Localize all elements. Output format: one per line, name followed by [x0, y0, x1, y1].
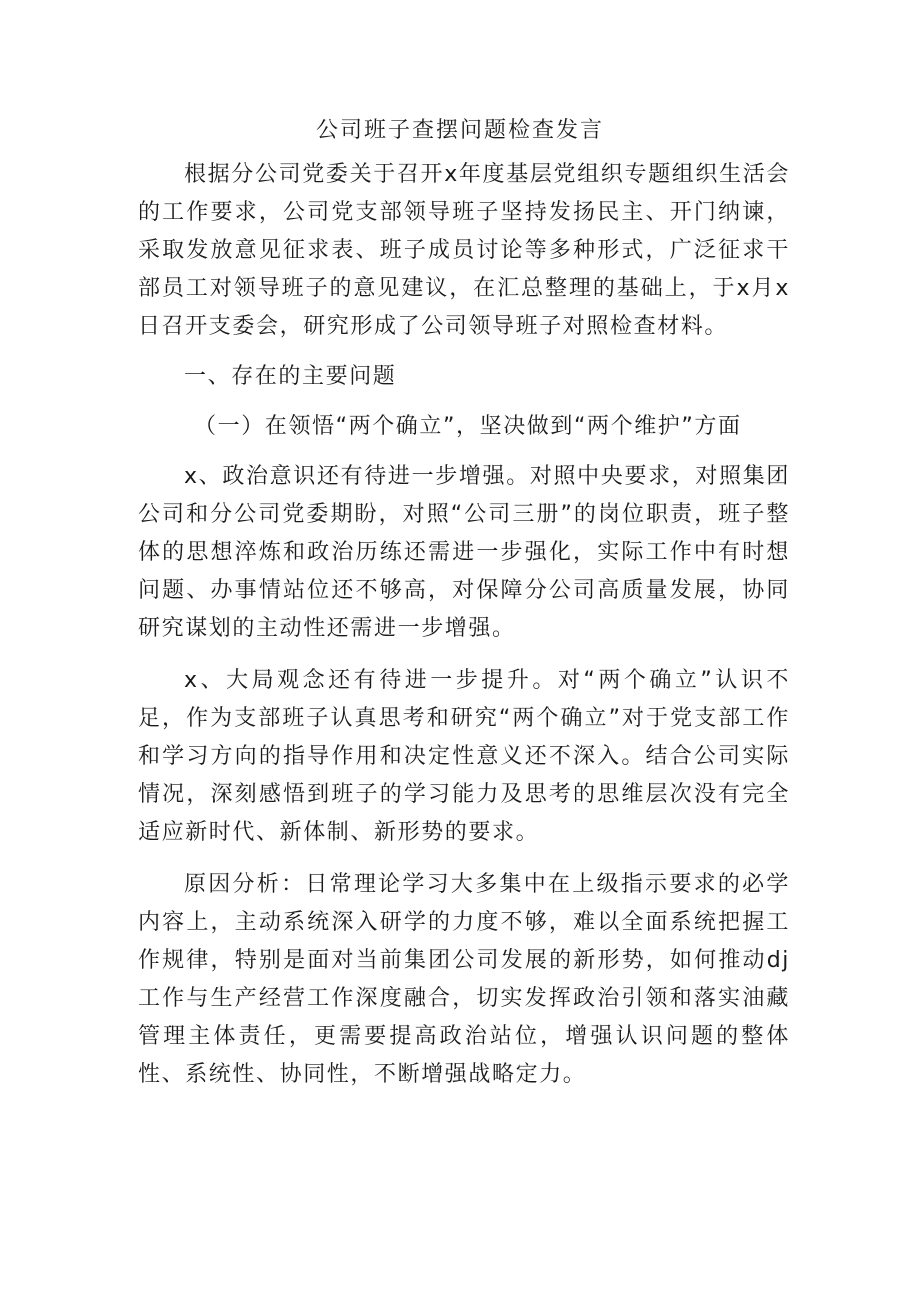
spacer: [138, 346, 790, 358]
intro-paragraph: 根据分公司党委关于召开x年度基层党组织专题组织生活会的工作要求，公司党支部领导班子坚持发扬民主、开门纳谏，采取发放意见征求表、班子成员讨论等多种形式，广泛征求干部员工对领导班子的意见建议，在汇总整理的基础上，于x月x日召开支委会，研究形成了公司领导班子对照检查材料。: [138, 162, 790, 339]
spacer: [138, 648, 790, 662]
section-heading-problems: 一、存在的主要问题: [184, 364, 397, 389]
spacer: [138, 396, 790, 408]
document-body: [138, 156, 790, 1094]
spacer: [138, 852, 790, 866]
document-title: 公司班子查摆问题检查发言: [315, 118, 604, 143]
subsection-heading-1: （一）在领悟“两个确立”，坚决做到“两个维护”方面: [194, 414, 742, 439]
cause-analysis-paragraph: 原因分析：日常理论学习大多集中在上级指示要求的必学内容上，主动系统深入研学的力度不够，难以全面系统把握工作规律，特别是面对当前集团公司发展的新形势，如何推动dj工作与生产经营工作深度融合，切实发挥政治引领和落实油藏管理主体责任，更需要提高政治站位，增强认识问题的整体性、系统性、协同性，不断增强战略定力。: [138, 872, 790, 1087]
point-political-awareness: x、政治意识还有待进一步增强。对照中央要求，对照集团公司和分公司党委期盼，对照“公司三册”的岗位职责，班子整体的思想淬炼和政治历练还需进一步强化，实际工作中有时想问题、办事情站位还不够高，对保障分公司高质量发展，协同研究谋划的主动性还需进一步增强。: [138, 464, 790, 641]
spacer: [138, 446, 790, 458]
point-overall-view: x、大局观念还有待进一步提升。对“两个确立”认识不足，作为支部班子认真思考和研究“两个确立”对于党支部工作和学习方向的指导作用和决定性意义还不深入。结合公司实际情况，深刻感悟到班子的学习能力及思考的思维层次没有完全适应新时代、新体制、新形势的要求。: [138, 668, 790, 845]
